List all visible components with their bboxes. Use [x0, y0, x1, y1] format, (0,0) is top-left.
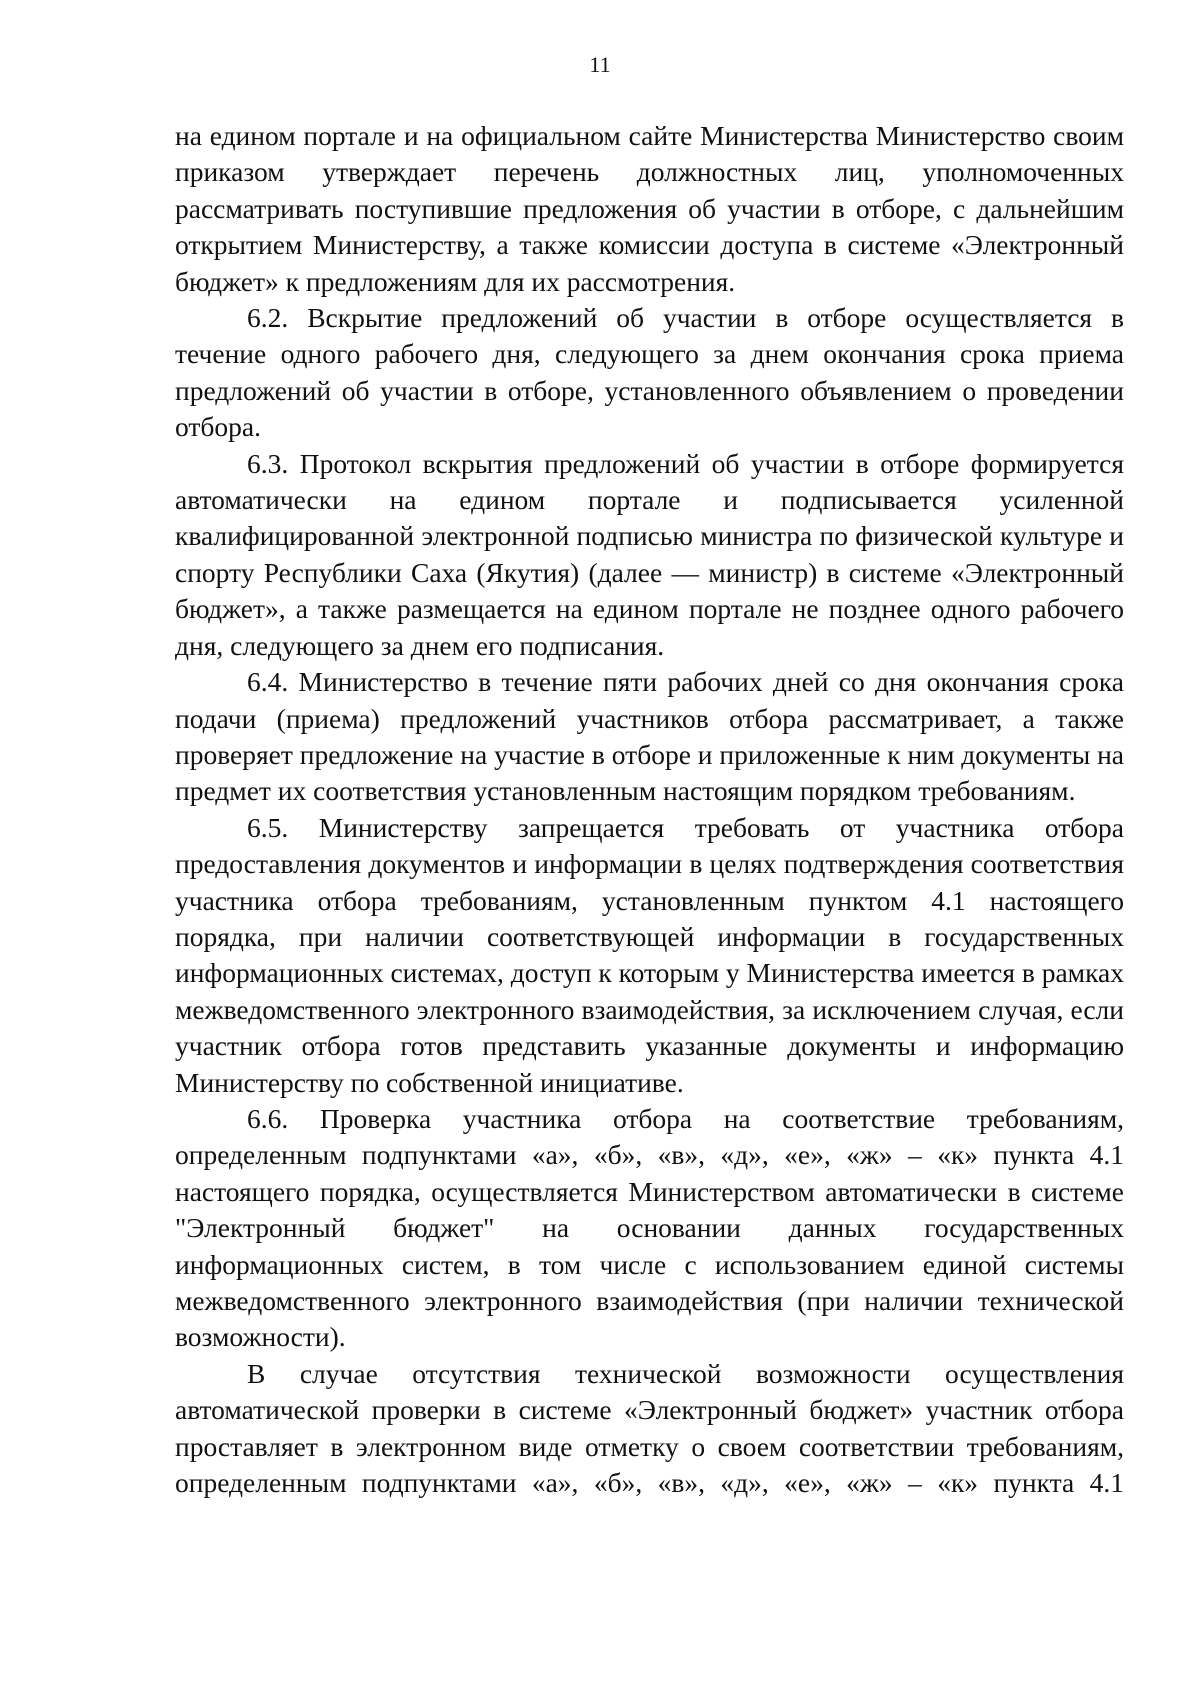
paragraph-6-5: 6.5. Министерству запрещается требовать от участника отбора предоставления документов и информации в целях подтверждения соответствия участника отбора требованиям, установленным пунктом 4.1 настоящего порядка, при наличии соответствующей информации в государственных информационных системах, доступ к которым у Министерства имеется в рамках межведомственного электронного взаимодействия, за исключением случая, если участник отбора готов представить указанные документы и информацию Министерству по собственной инициативе. [175, 811, 1124, 1098]
paragraph-6-4: 6.4. Министерство в течение пяти рабочих дней со дня окончания срока подачи (приема) предложений участников отбора рассматривает, а также проверяет предложение на участие в отборе и приложенные к ним документы на предмет их соответствия установленным настоящим порядком требованиям. [175, 666, 1124, 807]
paragraph-continuation: на едином портале и на официальном сайте Министерства Министерство своим приказом утверждает перечень должностных лиц, уполномоченных рассматривать поступившие предложения об участии в отборе, с дальнейшим открытием Министерству, а также комиссии доступа в системе «Электронный бюджет» к предложениям для их рассмотрения. [175, 120, 1124, 297]
paragraph-no-technical-possibility: В случае отсутствия технической возможности осуществления автоматической проверки в системе «Электронный бюджет» участник отбора проставляет в электронном виде отметку о своем соответствии требованиям, определенным подпунктами «а», «б», «в», «д», «е», «ж» – «к» пункта 4.1 [175, 1357, 1124, 1499]
paragraph-6-2: 6.2. Вскрытие предложений об участии в отборе осуществляется в течение одного рабочего дня, следующего за днем окончания срока приема предложений об участии в отборе, установленного объявлением о проведении отбора. [175, 302, 1124, 443]
page-number: 11 [589, 52, 611, 77]
paragraph-6-6: 6.6. Проверка участника отбора на соответствие требованиям, определенным подпунктами «а», «б», «в», «д», «е», «ж» – «к» пункта 4.1 настоящего порядка, осуществляется Министерством автоматически в системе "Электронный бюджет" на основании данных государственных информационных систем, в том числе с использованием единой системы межведомственного электронного взаимодействия (при наличии технической возможности). [175, 1102, 1124, 1353]
document-body [175, 118, 1124, 1501]
paragraph-6-3: 6.3. Протокол вскрытия предложений об участии в отборе формируется автоматически на едином портале и подписывается усиленной квалифицированной электронной подписью министра по физической культуре и спорту Республики Саха (Якутия) (далее — министр) в системе «Электронный бюджет», а также размещается на едином портале не позднее одного рабочего дня, следующего за днем его подписания. [175, 447, 1124, 661]
